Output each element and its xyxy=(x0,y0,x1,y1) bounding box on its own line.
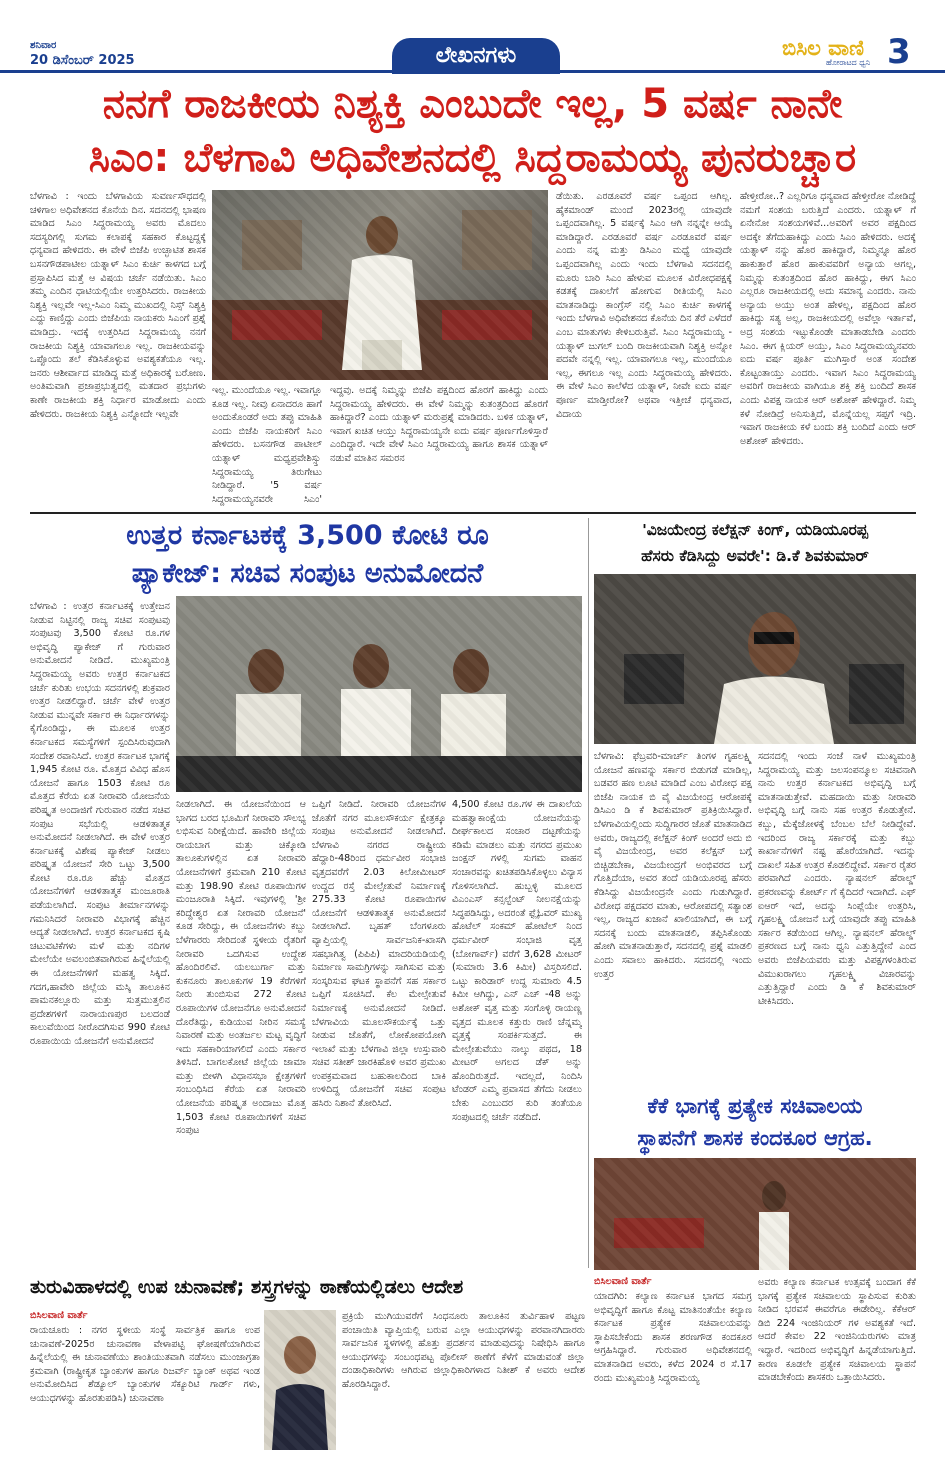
story2-column-3: ಒಪ್ಪಿಗೆ ನೀಡಿದೆ. ನೀರಾವರಿ ಯೋಜನೆಗಳ ಜೊತೆಗೆ ನಗರ ಮೂಲಸೌಕರ್ಯ ಕ್ಷೇತ್ರಕ್ಕೂ ಸಂಪುಟ ಅನುಮೋದನೆ ನೀಡಲಾಗಿದೆ. ಬೆಳಗಾವಿ ನಗರದ ರಾಷ್ಟ್ರೀಯ ಹೆದ್ದಾರಿ-48ರಿಂದ ಧರ್ಮವೀರ ಸಂಭಾಜಿ ವೃತ್ತದವರೆಗೆ 2.03 ಕಿಲೋಮೀಟರ್ ಉದ್ದದ ರಸ್ತೆ ಮೇಲ್ಸೇತುವೆ ನಿರ್ಮಾಣಕ್ಕೆ 275.33 ಕೋಟಿ ರೂಪಾಯಿಗಳ ಯೋಜನೆಗೆ ಆಡಳಿತಾತ್ಮಕ ಅನುಮೋದನೆ ನೀಡಲಾಗಿದೆ. ಬೃಹತ್ ಬೆಂಗಳೂರು ವ್ಯಾಪ್ತಿಯಲ್ಲಿ ಸಾರ್ವಜನಿಕ-ಖಾಸಗಿ ಸಹಭಾಗಿತ್ವ (ಪಿಪಿಪಿ) ಮಾದರಿಯಡಿಯಲ್ಲಿ ನಿರ್ಮಾಣ ಸಾಮಗ್ರಿಗಳನ್ನು ಸಾಗಿಸುವ ಮತ್ತು ಸಂಸ್ಕರಿಸುವ ಘಟಕ ಸ್ಥಾಪನೆಗೆ ಸಹ ಸರ್ಕಾರ ಒಪ್ಪಿಗೆ ಸೂಚಿಸಿದೆ. ಕೆಲ ಮೇಲ್ಸೇತುವೆ ನಿರ್ಮಾಣಕ್ಕೆ ಅನುಮೋದನೆ ನೀಡಿದೆ. ಬೆಳಗಾವಿಯ ಮೂಲಸೌಕರ್ಯಕ್ಕೆ ಒತ್ತು ನೀಡುವ ಜೊತೆಗೆ, ಲೋಕೋಪಯೋಗಿ ಇಲಾಖೆ ಮತ್ತು ಬೆಳಗಾವಿ ಜಿಲ್ಲಾ ಉಸ್ತುವಾರಿ ಸಚಿವ ಸತೀಶ್ ಜಾರಕಿಹೊಳಿ ಅವರ ಪ್ರಮುಖ ಉಪಕ್ರಮವಾದ ಬಹುಕಾಲದಿಂದ ಬಾಕಿ ಉಳಿದಿದ್ದ ಯೋಜನೆಗೆ ಸಚಿವ ಸಂಪುಟ ಹಸಿರು ನಿಶಾನೆ ತೋರಿಸಿದೆ. xyxy=(312,799,446,1110)
story1-column-3: ಇದ್ದವು. ಅದಕ್ಕೆ ನಿಮ್ಮನ್ನು ಬಿಜೆಪಿ ಪಕ್ಷದಿಂದ ಹೊರಗೆ ಹಾಕಿದ್ದು ಎಂದು ಸಿದ್ದರಾಮಯ್ಯ ಹೇಳಿದರು. ಈ ವೇಳೆ ನಿಮ್ಮನ್ನು ಕುತಂತ್ರದಿಂದ ಹೊರಗೆ ಹಾಕಿದ್ದಾರೆ? ಎಂದು ಯತ್ನಾಳ್ ಮರುಪ್ರಶ್ನೆ ಮಾಡಿದರು. ಬಳಿಕ ಯತ್ನಾಳ್, ಇವಾಗ ಖಚಿತ ಆಯ್ತು ಸಿದ್ದರಾಮಯ್ಯನೇ ಐದು ವರ್ಷ ಪೂರ್ಣಗೊಳಿಸ್ತಾರೆ ಎಂದಿದ್ದಾರೆ. ಇದೇ ವೇಳೆ ಸಿಎಂ ಸಿದ್ದರಾಮಯ್ಯ ಹಾಗೂ ಶಾಸಕ ಯತ್ನಾಳ್ ನಡುವೆ ಮಾತಿನ ಸಮರನ xyxy=(330,385,548,464)
story4-column-1: ಯಾದಗಿರಿ: ಕಲ್ಯಾಣ ಕರ್ನಾಟಕ ಭಾಗದ ಸಮಗ್ರ ಅಭಿವೃದ್ಧಿಗೆ ಹಾಗೂ ಕೊಟ್ಟ ಮಾತಿನಂತೆಯೇ ಕಲ್ಯಾಣ ಕರ್ನಾಟಕ ಪ್ರತ್ಯೇಕ ಸಚಿವಾಲಯವನ್ನು ಸ್ಥಾಪಿಸಬೇಕೆಂದು ಶಾಸಕ ಶರಣಗೌಡ ಕಂದಕೂರ ಆಗ್ರಹಿಸಿದ್ದಾರೆ. ಗುರುವಾರ ಅಧಿವೇಶನದಲ್ಲಿ ಮಾತನಾಡಿದ ಅವರು, ಕಳೆದ 2024 ರ ಸೆ.17 ರಂದು ಮುಖ್ಯಮಂತ್ರಿ ಸಿದ್ದರಾಮಯ್ಯ xyxy=(594,1291,752,1384)
story5-byline: ಬಿಸಿಲವಾಣಿ ವಾರ್ತೆ xyxy=(30,1310,88,1321)
official-portrait-icon xyxy=(264,1310,336,1450)
story4-headline-line2: ಸ್ಥಾಪನೆಗೆ ಶಾಸಕ ಕಂದಕೂರ ಆಗ್ರಹ. xyxy=(637,1126,873,1150)
story4-column-2: ಅವರು ಕಲ್ಯಾಣ ಕರ್ನಾಟಕ ಉತ್ಸವಕ್ಕೆ ಬಂದಾಗ ಕೆಕೆ ಭಾಗಕ್ಕೆ ಪ್ರತ್ಯೇಕ ಸಚಿವಾಲಯ ಸ್ಥಾಪಿಸುವ ಕುರಿತು ನೀಡಿದ ಭರವಸೆ ಈವರೆಗೂ ಈಡೇರಿಲ್ಲ. ಕೆಕೆಆರ್ ಡಿಬಿ 224 ಇಂಜಿನಿಯರ್ ಗಳ ಅವಶ್ಯಕತೆ ಇದೆ. ಆದರೆ ಕೇವಲ 22 ಇಂಜಿನಿಯರುಗಳು ಮಾತ್ರ ಇದ್ದಾರೆ. ಇದರಿಂದ ಅಭಿವೃದ್ಧಿಗೆ ಹಿನ್ನಡೆಯಾಗುತ್ತಿದೆ. ಕಾರಣ ಕೂಡಲೇ ಪ್ರತ್ಯೇಕ ಸಚಿವಾಲಯ ಸ್ಥಾಪನೆ ಮಾಡಬೇಕೆಂದು ಶಾಸಕರು ಒತ್ತಾಯಿಸಿದರು. xyxy=(758,1277,916,1384)
story2-headline-line1: ಉತ್ತರ ಕರ್ನಾಟಕಕ್ಕೆ 3,500 ಕೋಟಿ ರೂ xyxy=(126,520,489,551)
story2-headline-line2: ಪ್ಯಾಕೇಜ್: ಸಚಿವ ಸಂಪುಟ ಅನುಮೋದನೆ xyxy=(131,558,484,589)
assembly-speech-icon xyxy=(594,1158,916,1270)
story4-byline: ಬಿಸಿಲವಾಣಿ ವಾರ್ತೆ xyxy=(594,1276,652,1287)
divider xyxy=(30,512,916,514)
story1-photo xyxy=(212,190,548,380)
story2-photo xyxy=(176,596,582,792)
column-rule xyxy=(588,518,589,1268)
page-number: 3 xyxy=(887,32,911,72)
story3-photo xyxy=(594,574,916,744)
header-date: 20 ಡಿಸೆಂಬರ್ 2025 xyxy=(30,53,135,68)
story5-column-2: ಪ್ರಕ್ರಿಯೆ ಮುಗಿಯುವರೆಗೆ ಸಿಂಧನೂರು ತಾಲೂಕಿನ ತುರ್ವಿಹಾಳ ಪಟ್ಟಣ ಪಂಚಾಯಿತಿ ವ್ಯಾಪ್ತಿಯಲ್ಲಿ ಬರುವ ಎಲ್ಲಾ ಆಯುಧಗಳನ್ನು ಪರವಾನಗಿದಾರರು ಸಾರ್ವಜನಿಕ ಸ್ಥಳಗಳಲ್ಲಿ ಹೊತ್ತು ಪ್ರದರ್ಶನ ಮಾಡುವುದನ್ನು ನಿಷೇಧಿಸಿ ಹಾಗೂ ಆಯುಧಗಳನ್ನು ಸಂಬಂಧಪಟ್ಟ ಪೊಲೀಸ್ ಠಾಣೆಗೆ ಕೆಳೆಗೆ ಮಾಡುವಂತೆ ಜಿಲ್ಲಾ ದಂಡಾಧಿಕಾರಿಗಳು ಆಗಿರುವ ಜಿಲ್ಲಾಧಿಕಾರಿಗಳಾದ ನಿತೀಶ್ ಕೆ ಅವರು ಆದೇಶ ಹೊರಡಿಸಿದ್ದಾರೆ. xyxy=(342,1311,585,1390)
story1-column-2: ಇಲ್ಲ. ಮುಂದೆಯೂ ಇಲ್ಲ. ಇವಾಗ್ಲೂ ಕೂಡ ಇಲ್ಲ. ನೀವು ಏನಾದರೂ ಹಾಗೆ ಅಂದುಕೊಂಡರೆ ಅದು ತಪ್ಪು ಮಾಹಿತಿ ಎಂದು ಬಿಜೆಪಿ ನಾಯಕರಿಗೆ ಸಿಎಂ ಹೇಳಿದರು. ಬಸನಗೌಡ ಪಾಟೀಲ್ ಯತ್ನಾಳ್ ಮಧ್ಯಪ್ರವೇಶಿಸ್ಸ್ತು ಸಿದ್ದರಾಮಯ್ಯ ತಿರುಗೇಟು ನೀಡಿದ್ದಾರೆ. '5 ವರ್ಷ ಸಿದ್ದರಾಮಯ್ಯನವರೇ ಸಿಎಂ' xyxy=(212,385,322,505)
story2-column-2: ನೀಡಲಾಗಿದೆ. ಈ ಯೋಜನೆಯಿಂದ ಆ ಭಾಗದ ಬರದ ಭೂಮಿಗೆ ನೀರಾವರಿ ಸೌಲಭ್ಯ ಲಭಿಸುವ ನಿರೀಕ್ಷೆಯಿದೆ. ಹಾವೇರಿ ಜಿಲ್ಲೆಯ ರಾಯಬಾಗ ಮತ್ತು ಚಿಕ್ಕೋಡಿ ತಾಲೂಕುಗಳಲ್ಲಿನ ಏತ ನೀರಾವರಿ ಯೋಜನೆಗಳಿಗೆ ಕ್ರಮವಾಗಿ 210 ಕೋಟಿ ಮತ್ತು 198.90 ಕೋಟಿ ರೂಪಾಯಿಗಳ ಮಂಜೂರಾತಿ ಸಿಕ್ಕಿದೆ. ಇವುಗಳಲ್ಲಿ 'ಶ್ರೀ ಕರಿದ್ದೇಶ್ವರ ಏತ ನೀರಾವರಿ ಯೋಜನೆ' ಕೂಡ ಸೇರಿದ್ದು, ಈ ಯೋಜನೆಗಳು ಕಬ್ಬು ಬೆಳೆಗಾರರು ಸೇರಿದಂತೆ ಸ್ಥಳೀಯ ರೈತರಿಗೆ ನೀರಾವರಿ ಒದಗಿಸುವ ಉದ್ದೇಶ ಹೊಂದಿರಲಿವೆ. ಯಲಬುರ್ಗಾ ಮತ್ತು ಕುಕನೂರು ತಾಲೂಕುಗಳ 19 ಕೆರೆಗಳಿಗೆ ನೀರು ತುಂಬಿಸುವ 272 ಕೋಟಿ ರೂಪಾಯಿಗಳ ಯೋಜನೆಗೂ ಅನುಮೋದನೆ ದೊರೆತಿದ್ದು, ಕುಡಿಯುವ ನೀರಿನ ಸಮಸ್ಯೆ ನಿವಾರಣೆ ಮತ್ತು ಅಂತರ್ಜಲ ಮಟ್ಟ ವೃದ್ಧಿಗೆ ಇದು ಸಹಕಾರಿಯಾಗಲಿದೆ ಎಂದು ಸರ್ಕಾರ ತಿಳಿಸಿದೆ. ಬಾಗಲಕೋಟೆ ಜಿಲ್ಲೆಯ ಜಾಮಾ ಮತ್ತು ಬೀಳಗಿ ವಿಧಾನಸಭಾ ಕ್ಷೇತ್ರಗಳಿಗೆ ಸಂಬಂಧಿಸಿದ ಕೆರೆಯ ಏತ ನೀರಾವರಿ ಯೋಜನೆಯ ಪರಿಷ್ಕೃತ ಅಂದಾಜು ಮೊತ್ತ 1,503 ಕೋಟಿ ರೂಪಾಯಿಗಳಿಗೆ ಸಚಿವ ಸಂಪುಟ xyxy=(176,799,306,1137)
header-rule xyxy=(0,70,945,73)
story1-column-1: ಬೆಳಗಾವಿ : ಇಂದು ಬೆಳಗಾವಿಯ ಸುವರ್ಣಸೌಧದಲ್ಲಿ ಚಳಿಗಾಲ ಅಧಿವೇಶನದ ಕೊನೆಯ ದಿನ. ಸದನದಲ್ಲಿ ಭಾಷಣ ಮಾಡಿದ ಸಿಎಂ ಸಿದ್ದರಾಮಯ್ಯ ಅವರು ಮೊದಲು ಸದಸ್ಯರಿಗಲ್ಲಿ ಸುಗಮ ಕಲಾಪಕ್ಕೆ ಸಹಕಾರ ಕೊಟ್ಟದ್ದಕ್ಕೆ ಧನ್ಯವಾದ ಹೇಳಿದರು. ಈ ವೇಳೆ ಬಿಜೆಪಿ ಉಚ್ಛಾಟಿತ ಶಾಸಕ ಬಸನಗೌಡಪಾಟೀಲ ಯತ್ನಾಳ್ ಸಿಎಂ ಕುರ್ಚಿ ಕಾಳಗದ ಬಗ್ಗೆ ಪ್ರಸ್ತಾಪಿಸಿದ ಮತ್ತೆ ಆ ವಿಷಯ ಚರ್ಚೆ ನಡೆಯಿತು. ಸಿಎಂ ತಮ್ಮ ಎಂದಿನ ಧಾಟಿಯಲ್ಲಿಯೇ ಉತ್ತರಿಸಿದರು. ರಾಜಕೀಯ ನಿಶ್ಯಕ್ತಿ ಇಲ್ಲವೇ ಇಲ್ಲ-ಸಿಎಂ ನಿಮ್ಮ ಮುಖದಲ್ಲಿ ನಿಸ್ಸ್ ನಿಶ್ಯಕ್ತಿ ಎದ್ದು ಕಾಣ್ತಿದ್ದು ಎಂದು ಬಿಜೆಪಿಯ ನಾಯಕರು ಸಿಎಂಗೆ ಪ್ರಶ್ನೆ ಮಾಡಿದ್ರು. ಇದಕ್ಕೆ ಉತ್ತರಿಸಿದ ಸಿದ್ದರಾಮಯ್ಯ ನನಗೆ ರಾಜಕೀಯ ನಿಶ್ಯಕ್ತಿ ಯಾವಾಗಲೂ ಇಲ್ಲ. ರಾಜಕೀಯವನ್ನು ಒಪ್ಪೊಂದು ತಲೆ ಕೆಡಿಸಿಕೊಳ್ಳುವ ಅವಶ್ಯಕತೆಯೂ ಇಲ್ಲ. ಜನರು ಆಶೀರ್ವಾದ ಮಾಡಿದ್ದ ಮತ್ತೆ ಅಧಿಕಾರಕ್ಕೆ ಬರೋಣ. ಅಂತಿಮವಾಗಿ ಪ್ರಜಾಪ್ರಭುತ್ವದಲ್ಲಿ ಮತದಾರ ಪ್ರಭುಗಳು ಕಾಣೇ ರಾಜಕೀಯ ಶಕ್ತಿ ನಿರ್ಧಾರ ಮಾಡೋದು ಎಂದು ಹೇಳಿದರು. ರಾಜಕೀಯ ನಿಶ್ಯಕ್ತಿ ಎನ್ನೋದೇ ಇಲ್ಲವೇ xyxy=(30,191,206,420)
header-day: ಶನಿವಾರ xyxy=(30,40,57,51)
story5-photo xyxy=(264,1310,336,1450)
newspaper-logo: ಬಿಸಿಲ ವಾಣಿ xyxy=(782,36,864,60)
story1-column-5: ಹೇಳ್ತೀರೋ..? ಎಲ್ಲರಿಗೂ ಧನ್ಯವಾದ ಹೇಳ್ತೀರೋ ನೋಡಿದ್ದೆ ನಮಗೆ ಸಂಶಯ ಬರುತ್ತಿದೆ ಎಂದರು. ಯತ್ನಾಳ್ ಗೆ ಏನೇನೋ ಸಂಶಯಗಳಿವೆ...ಅವರಿಗೆ ಅವರ ಪಕ್ಷದಿಂದ ಅದಕ್ಕೇ ತೆಗೆದುಹಾಕಿದ್ದು ಎಂದು ಸಿಎಂ ಹೇಳಿದರು. ಅದಕ್ಕೆ ಯತ್ನಾಳ್ ನನ್ನು ಹೊರ ಹಾಕಿದ್ದಾರೆ, ನಿಮ್ಮನ್ನೂ ಹೊರ ಹಾಕುತ್ತಾರೆ ಹೊರ ಹಾಕುವವರಿಗೆ ಅನ್ಯಾಯ ಆಗಲ್ಲ, ನಿಮ್ಮನ್ನು ಕುತಂತ್ರದಿಂದ ಹೊರ ಹಾಕಿದ್ದು, ಈಗ ಸಿಎಂ ಎಲ್ಲರೂ ರಾಜಕೀಯದಲ್ಲಿ ಅದು ಸಮಾನ್ಯ ಎಂದರು. ನಾನು ಅನ್ಯಾಯ ಅಯ್ತು ಅಂತ ಹೇಳಲ್ಲ, ಪಕ್ಷದಿಂದ ಹೊರ ಹಾಕಿದ್ದು ಸತ್ಯ ಅಲ್ಲ, ರಾಜಕೀಯದಲ್ಲಿ ಅವೆಲ್ಲಾ ಇರ್ತಾವೆ, ಅದ್ರ ಸಂಶಯ ಇಟ್ಟುಕೊಂಡೇ ಮಾತಾಡಬೇಡಿ ಎಂದರು ಸಿಎಂ. ಈಗ ಕ್ಲಿಯರ್ ಅಯ್ತು, ಸಿಎಂ ಸಿದ್ದರಾಮಯ್ಯನವರು ಐದು ವರ್ಷ ಪೂರ್ತಿ ಮುಗಿಸ್ತಾರೆ ಅಂತ ಸಂದೇಶ ಕೊಟ್ಟಂತಾಯ್ತು ಎಂದರು. ಇವಾಗ ಸಿಎಂ ಸಿದ್ದರಾಮಯ್ಯ ಅವರಿಗೆ ರಾಜಕೀಯ ವಾಗಿಯೂ ಶಕ್ತಿ ಶಕ್ತಿ ಬಂದಿದೆ ಶಾಸಕ ಎಂದು ವಿಪಕ್ಷ ನಾಯಕ ಆರ್ ಅಶೋಕ್ ಹೇಳಿದ್ದಾರೆ. ನಿಮ್ಮ ಕಳೆ ನೋಡಿದ್ರೆ ಅನಿಸುತ್ತಿದೆ, ಮೊನ್ನೆಯಲ್ಲ ಸಪ್ಪಗೆ ಇದ್ರಿ. ಇವಾಗ ರಾಜಕೀಯ ಕಳೆ ಬಂದು ಶಕ್ತಿ ಬಂದಿದೆ ಎಂದು ಆರ್ ಅಶೋಕ್ ಹೇಳಿದರು. xyxy=(740,191,916,447)
press-meet-icon xyxy=(176,596,582,792)
story5-column-1: ರಾಯಚೂರು : ನಗರ ಸ್ಥಳೀಯ ಸಂಸ್ಥೆ ಸಾರ್ವತ್ರಿಕ ಹಾಗೂ ಉಪ ಚುನಾವಣೆ-2025ರ ಚುನಾವಣಾ ವೇಳಾಪಟ್ಟಿ ಘೋಷಣೆಯಾಗಿರುವ ಹಿನ್ನೆಲೆಯಲ್ಲಿ ಈ ಚುನಾವಣೆಯು ಶಾಂತಿಯುತವಾಗಿ ನಡೆಸಲು ಮುಂಜಾಗ್ರತಾ ಕ್ರಮವಾಗಿ (ರಾಷ್ಟ್ರೀಕೃತ ಬ್ಯಾಂಕುಗಳ ಹಾಗೂ ರಿಜರ್ವ್ ಬ್ಯಾಂಕ್ ಅಥವ ಇಂಡ ಅನುಮೋದಿಸಿದ ಶೆಡ್ಯೂಲ್ ಬ್ಯಾಂಕುಗಳ ಸೆಕ್ಯೂರಿಟಿ ಗಾರ್ಡ್ ಗಳು, ಆಯುಧಗಳನ್ನು ಹೊರತುಪಡಿಸಿ) ಚುನಾವಣಾ xyxy=(30,1325,260,1404)
story3-headline-line2: ಹೆಸರು ಕೆಡಿಸಿದ್ದು ಅವರೇ': ಡಿ.ಕೆ ಶಿವಕುಮಾರ್ xyxy=(641,547,869,565)
story1-headline-line2: ಸಿಎಂ: ಬೆಳಗಾವಿ ಅಧಿವೇಶನದಲ್ಲಿ ಸಿದ್ದರಾಮಯ್ಯ ಪುನರುಚ್ಚಾರ xyxy=(88,135,857,181)
story3-column-2: ಸದನದಲ್ಲಿ ಇಂದು ಸಂಜೆ ನಾಳೆ ಮುಖ್ಯಮಂತ್ರಿ ಸಿದ್ದರಾಮಯ್ಯ ಮತ್ತು ಜಲಸಂಪನ್ಮೂಲ ಸಚಿವನಾಗಿ ನಾನು ಉತ್ತರ ಕರ್ನಾಟಕದ ಅಭಿವೃದ್ಧಿ ಬಗ್ಗೆ ಮಾತನಾಡುತ್ತೇವೆ. ಮಹದಾಯಿ ಮತ್ತು ನೀರಾವರಿ ಅಭಿವೃದ್ಧಿ ಬಗ್ಗೆ ನಾನು ಸಹ ಉತ್ತರ ಕೊಡುತ್ತೇನೆ. ಕಬ್ಬು, ಮೆಕ್ಕೆಜೋಳಕ್ಕೆ ಬೆಂಬಲ ಬೆಲೆ ನೀಡಿದ್ದೇವೆ. ಇದರಿಂದ ರಾಜ್ಯ ಸರ್ಕಾರಕ್ಕೆ ಮತ್ತು ಕಬ್ಬು ಕಾರ್ಖಾನೆಗಳಿಗೆ ನಷ್ಟ ಹೊರೆಯಾಗಿದೆ. ಇದನ್ನು ದಾಖಲೆ ಸಹಿತ ಉತ್ತರ ಕೊಡಲಿದ್ದೇವೆ. ಸರ್ಕಾರ ರೈತರ ಪರವಾಗಿದೆ ಎಂದರು. ನ್ಯಾಷನಲ್ ಹೆರಾಲ್ಡ್ ಪ್ರಕರಣವನ್ನು ಕೋರ್ಟ್ ಗೆ ಕೈದಿದರೆ ಇದಾಗಿದೆ. ಎಫ್ ಐಆರ್ ಇದೆ, ಅದನ್ನು ಸಿಂಪ್ಲೆಯೇ ಉತ್ತರಿಸಿ, ಗೃಹಲಕ್ಷ್ಮಿ ಯೋಜನೆ ಬಗ್ಗೆ ಯಾವುದೇ ತಪ್ಪು ಮಾಹಿತಿ ಸರ್ಕಾರ ಕಡೆಯಿಂದ ಆಗಿಲ್ಲ. ನ್ಯಾಷನಲ್ ಹೆರಾಲ್ಡ್ ಪ್ರಕರಣದ ಬಗ್ಗೆ ನಾನು ಧ್ವನಿ ಎತ್ತುತ್ತಿದ್ದೇನೆ ಎಂದ ಅವರು ಬಿಜೆಪಿಯವರು ಮತ್ತು ವಿಪಕ್ಷಗಳಂತಿರುವ ವಿಮುಖರಾಗಲು ಗೃಹಲಕ್ಷ್ಮಿ ವಿಚಾರವನ್ನು ಎತ್ತುತ್ತಿದ್ದಾರೆ ಎಂದು ಡಿ ಕೆ ಶಿವಕುಮಾರ್ ಟೀಕಿಸಿದರು. xyxy=(758,751,916,1007)
story2-column-1: ಬೆಳಗಾವಿ : ಉತ್ತರ ಕರ್ನಾಟಕಕ್ಕೆ ಉತ್ತೇಜನ ನೀಡುವ ನಿಟ್ಟಿನಲ್ಲಿ ರಾಜ್ಯ ಸಚಿವ ಸಂಪುಟವು ಸಂಪುಟವು 3,500 ಕೋಟಿ ರೂ.ಗಳ ಅಭಿವೃದ್ಧಿ ಪ್ಯಾಕೇಜ್ ಗೆ ಗುರುವಾರ ಅನುಮೋದನೆ ನೀಡಿದೆ. ಮುಖ್ಯಮಂತ್ರಿ ಸಿದ್ದರಾಮಯ್ಯ ಅವರು ಉತ್ತರ ಕರ್ನಾಟಕದ ಚರ್ಚೆ ಕುರಿತು ಉಭಯ ಸದನಗಳಲ್ಲಿ ಶುಕ್ರವಾರ ಉತ್ತರ ನೀಡಲಿದ್ದಾರೆ. ಚರ್ಚೆ ವೇಳೆ ಉತ್ತರ ನೀಡುವ ಮುನ್ನವೇ ಸರ್ಕಾರ ಈ ನಿರ್ಧಾರಗಳನ್ನು ಕೈಗೊಂಡಿದ್ದು, ಈ ಮೂಲಕ ಉತ್ತರ ಕರ್ನಾಟಕದ ಸಮಸ್ಯೆಗಳಿಗೆ ಸ್ಪಂದಿಸಿರುವುದಾಗಿ ಸಂದೇಶ ರವಾನಿಸಿದೆ. ಉತ್ತರ ಕರ್ನಾಟಕ ಭಾಗಕ್ಕೆ 1,945 ಕೋಟಿ ರೂ. ಮೊತ್ತದ ವಿವಿಧ ಹೊಸ ಯೋಜನೆ ಹಾಗೂ 1503 ಕೋಟಿ ರೂ ಮೊತ್ತದ ಕೆರೆಯ ಏತ ನೀರಾವರಿ ಯೋಜನೆಯ ಪರಿಷ್ಕೃತ ಅಂದಾಜಿಗೆ ಗುರುವಾರ ನಡೆದ ಸಚಿವ ಸಂಪುಟ ಸಭೆಯಲ್ಲಿ ಆಡಳಿತಾತ್ಮಕ ಅನುಮೋದನೆ ನೀಡಲಾಗಿದೆ. ಈ ವೇಳೆ ಉತ್ತರ ಕರ್ನಾಟಕಕ್ಕೆ ವಿಶೇಷ ಪ್ಯಾಕೇಜ್ ನೀಡಲು ಪರಿಷ್ಕೃತ ಯೋಜನೆ ಸೇರಿ ಒಟ್ಟು 3,500 ಕೋಟಿ ರೂ.ರೂ ಹೆಚ್ಚು ಮೊತ್ತದ ಯೋಜನೆಗಳಿಗೆ ಆಡಳಿತಾತ್ಮಕ ಮಂಜೂರಾತಿ ಪಡೆಯಲಾಗಿದೆ. ಸಂಪುಟ ತೀರ್ಮಾನಗಳನ್ನು ಗಮನಿಸಿದರೆ ನೀರಾವರಿ ವಿಭಾಗಕ್ಕೆ ಹೆಚ್ಚಿನ ಆದ್ಯತೆ ನೀಡಲಾಗಿದೆ. ಉತ್ತರ ಕರ್ನಾಟಕದ ಕೃಷಿ ಚಟುವಟಿಕೆಗಳು ಮಳೆ ಮತ್ತು ನದಿಗಳ ಮೇಲೆಯೇ ಅವಲಂಬಿತವಾಗಿರುವ ಹಿನ್ನೆಲೆಯಲ್ಲಿ ಈ ಯೋಜನೆಗಳಿಗೆ ಮಹತ್ವ ಸಿಕ್ಕಿದೆ. ಗದಗ,ಹಾವೇರಿ ಜಿಲ್ಲೆಯ ಮಸ್ಕಿ ತಾಲೂಕಿನ ಪಾಮನಕಲ್ಲೂರು ಮತ್ತು ಸುತ್ತಮುತ್ತಲಿನ ಪ್ರದೇಶಗಳಿಗೆ ನಾರಾಯಣಪುರ ಬಲದಂಡೆ ಕಾಲುವೆಯಿಂದ ನೀರೊದಗಿಸುವ 990 ಕೋಟಿ ರೂಪಾಯಿಯ ಯೋಜನೆಗೆ ಅನುಮೋದನೆ xyxy=(30,601,170,1047)
story4-headline-line1: ಕೆಕೆ ಭಾಗಕ್ಕೆ ಪ್ರತ್ಯೇಕ ಸಚಿವಾಲಯ xyxy=(647,1094,863,1118)
assembly-scene-icon xyxy=(212,190,548,380)
story1-column-4: ಡೆಯಿತು. ಎರಡೂವರೆ ವರ್ಷ ಒಪ್ಪಂದ ಆಗಿಲ್ಲ. ಹೈಕಮಾಂಡ್ ಮುಂದೆ 2023ರಲ್ಲಿ ಯಾವುದೇ ಒಪ್ಪಂದವಾಗಿಲ್ಲ. 5 ವರ್ಷಕ್ಕೆ ಸಿಎಂ ಆಗಿ ನನ್ನನ್ನೇ ಆಯ್ಕೆ ಮಾಡಿದ್ದಾರೆ. ಎರಡೂವರೆ ವರ್ಷ ಎರಡೂವರೆ ವರ್ಷ ಎಂದು ನನ್ನ ಮತ್ತು ಡಿಸಿಎಂ ಮಧ್ಯೆ ಯಾವುದೇ ಒಪ್ಪಂದವಾಗಿಲ್ಲ ಎಂದು ಇಂದು ಬೆಳಗಾವಿ ಸದನದಲ್ಲಿ ಮೂರು ಬಾರಿ ಸಿಎಂ ಹೇಳುವ ಮೂಲಕ ವಿರೋಧಪಕ್ಷಕ್ಕೆ ಕಡತಕ್ಕೆ ದಾಖಲೆಗೆ ಹೋಗುವ ರೀತಿಯಲ್ಲಿ ಸಿಎಂ ಮಾತನಾಡಿದ್ದು ಕಾಂಗ್ರೆಸ್ ನಲ್ಲಿ ಸಿಎಂ ಕುರ್ಚಿ ಕಾಳಗಕ್ಕೆ ಇಂದು ಬೆಳಗಾವಿ ಅಧಿವೇಶನದ ಕೊನೆಯ ದಿನ ತೆರೆ ಎಳೆದರೆ ಎಂಬ ಮಾತುಗಳು ಕೇಳಿಬರುತ್ತಿವೆ. ಸಿಎಂ ಸಿದ್ದರಾಮಯ್ಯ - ಯತ್ನಾಳ್ ಜುಗಲ್ ಬಂದಿ ರಾಜಕೀಯವಾಗಿ ನಿಶ್ಯಕ್ತಿ ಅನ್ನೋ ಪದವೇ ನನ್ನಲ್ಲಿ ಇಲ್ಲ. ಯಾವಾಗಲೂ ಇಲ್ಲ, ಮುಂದೆಯೂ ಇಲ್ಲ, ಈಗಲೂ ಇಲ್ಲ ಎಂದು ಸಿದ್ದರಾಮಯ್ಯ ಹೇಳಿದರು. ಈ ವೇಳೆ ಸಿಎಂ ಕಾಲೆಳೆದ ಯತ್ನಾಳ್, ನೀವೇ ಐದು ವರ್ಷ ಪೂರ್ಣ ಮಾಡ್ತೀರೋ? ಅಥವಾ ಇತ್ತೀಚೆ ಧನ್ಯವಾದ, ವಿದಾಯ xyxy=(556,191,732,420)
story4-photo xyxy=(594,1158,916,1270)
story2-column-4: 4,500 ಕೋಟಿ ರೂ.ಗಳ ಈ ದಾಖಲೆಯ ಮಹತ್ವಾಕಾಂಕ್ಷೆಯ ಯೋಜನೆಯನ್ನು ದೀರ್ಘಕಾಲದ ಸಂಚಾರ ದಟ್ಟಣೆಯನ್ನು ಕಡಿಮೆ ಮಾಡಲು ಮತ್ತು ನಗರದ ಪ್ರಮುಖ ಜಂಕ್ಷನ್ ಗಳಲ್ಲಿ ಸುಗಮ ವಾಹನ ಸಂಚಾರವನ್ನು ಖಚಿತಪಡಿಸಿಕೊಳ್ಳಲು ವಿನ್ಯಾಸ ಗೊಳಿಸಲಾಗಿದೆ. ಹುಬ್ಬಳ್ಳಿ ಮೂಲದ ವಿಎಂಎಸ್ ಕನ್ಸಲ್ಟೆಂಟ್ ನೀಲನಕ್ಷೆಯನ್ನು ಸಿದ್ಧಪಡಿಸಿದ್ದು, ಅದರಂತೆ ಫ್ಲೈಓವರ್ ಮುಖ್ಯ ಹೊಟೆಲ್ ಸಂಕಮ್ ಹೋಟೆಲ್ ನಿಂದ ಧರ್ಮವೀರ್ ಸಂಭಾಜಿ ವೃತ್ತ (ಬೋಗಾರ್ವ್) ವರೆಗೆ 3,628 ಮೀಟರ್ (ಸುಮಾರು 3.6 ಕಿಮೀ) ವಿಸ್ತರಿಸಲಿದೆ. ಒಟ್ಟು ಕಾರಿಡಾರ್ ಉದ್ದ ಸುಮಾರು 4.5 ಕಿಮೀ ಆಗಿದ್ದು, ಎನ್ ಎಚ್ -48 ಅನ್ನು ಅಶೋಕ್ ವೃತ್ತ ಮತ್ತು ಸಂಗೊಳ್ಳಿ ರಾಯಣ್ಣ ವೃತ್ತದ ಮೂಲಕ ಕತ್ತುರು ರಾಣಿ ಚೆನ್ನಮ್ಮ ವೃತ್ತಕ್ಕೆ ಸಂಪರ್ಕಿಸುತ್ತದೆ. ಈ ಮೇಲ್ಸೇತುವೆಯು ನಾಲ್ಕು ಪಥದ, 18 ಮೀಟರ್ ಅಗಲದ ಡೆಕ್ ಅನ್ನು ಹೊಂದಿರುತ್ತದೆ. ಇದಲ್ಲದೆ, ನಿಂದಿಸಿ ಟೆಂಡರ್ ಎಮ್ಮ ಪ್ರವಾಸದ ತೆಗೆದು ನೀಡಲು ಬೇಕು ಎಂಬುದರ ಕುರಿ ತಂತೆಯೂ ಸಂಪುಟದಲ್ಲಿ ಚರ್ಚೆ ನಡೆದಿದೆ. xyxy=(452,799,582,1123)
story3-headline-line1: 'ವಿಜಯೇಂದ್ರ ಕಲೆಕ್ಷನ್ ಕಿಂಗ್, ಯಡಿಯೂರಪ್ಪ xyxy=(642,521,868,539)
story1-headline-line1: ನನಗೆ ರಾಜಕೀಯ ನಿಶ್ಯಕ್ತಿ ಎಂಬುದೇ ಇಲ್ಲ, 5 ವರ್ಷ ನಾನೇ xyxy=(102,81,843,127)
press-interaction-icon xyxy=(594,574,916,744)
newspaper-tagline: ಹೋರಾಟದ ಧ್ವನಿ xyxy=(826,58,871,67)
section-title: ಲೇಖನಗಳು xyxy=(392,38,560,74)
story3-column-1: ಬೆಳಗಾವಿ: ಫೆಬ್ರವರಿ-ಮಾರ್ಚ್ ತಿಂಗಳ ಗೃಹಲಕ್ಷ್ಮಿ ಯೋಜನೆ ಹಣವನ್ನು ಸರ್ಕಾರ ಬಿಡುಗಡೆ ಮಾಡಿಲ್ಲ, ಬಡವರ ಹಣ ಲೂಟಿ ಮಾಡಿದೆ ಎಂಬ ವಿರೋಧ ಪಕ್ಷ ಬಿಜೆಪಿ ನಾಯಕ ಬಿ ವೈ ವಿಜಯೇಂದ್ರ ಆರೋಪಕ್ಕೆ ಡಿಸಿಎಂ ಡಿ ಕೆ ಶಿವಕುಮಾರ್ ಪ್ರತಿಕ್ರಿಯಿಸಿದ್ದಾರೆ. ಬೆಳಗಾವಿಯಲ್ಲಿಂದು ಸುದ್ದಿಗಾರರ ಜೊತೆ ಮಾತನಾಡಿದ ಅವರು, ರಾಜ್ಯದಲ್ಲಿ ಕಲೆಕ್ಷನ್ ಕಿಂಗ್ ಅಂದರೆ ಅದು ಬಿ ವೈ ವಿಜಯೇಂದ್ರ, ಅವರ ಕಲೆಕ್ಷನ್ ಬಗ್ಗೆ ಬಿಚ್ಚಿಡಬೇಕಾ, ವಿಜಯೇಂದ್ರಗೆ ಅಂಭಿವರದ ಬಗ್ಗೆ ಗೊತ್ತಿದೆಯಾ, ಅವರ ತಂದೆ ಯಡಿಯೂರಪ್ಪ ಹೆಸರು ಕೆಡಿಸಿದ್ದು ವಿಜಯೇಂದ್ರನೇ ಎಂದು ಗುಡುಗಿದ್ದಾರೆ. ವಿರೋಧ ಪಕ್ಷದವರ ಮಾತು, ಆರೋಪದಲ್ಲಿ ಸತ್ಯಾಂಶ ಇಲ್ಲ, ರಾಜ್ಯದ ಖಜಾನೆ ಖಾಲಿಯಾಗಿದೆ, ಈ ಬಗ್ಗೆ ಸದನಕ್ಕೆ ಬಂದು ಮಾತನಾಡಲಿ, ತಪ್ಪಿಸಿಕೊಂಡು ಹೋಗಿ ಮಾತನಾಡುತ್ತಾರೆ, ಸದನದಲ್ಲಿ ಪ್ರಶ್ನೆ ಮಾಡಲಿ ಎಂದು ಸವಾಲು ಹಾಕಿದರು. ಸದನದಲ್ಲಿ ಇಂದು ಉತ್ತರ xyxy=(594,751,752,980)
story5-headline: ತುರುವಿಹಾಳದಲ್ಲಿ ಉಪ ಚುನಾವಣೆ; ಶಸ್ತ್ರಗಳನ್ನು ಠಾಣೆಯಲ್ಲಿಡಲು ಆದೇಶ xyxy=(30,1276,464,1298)
